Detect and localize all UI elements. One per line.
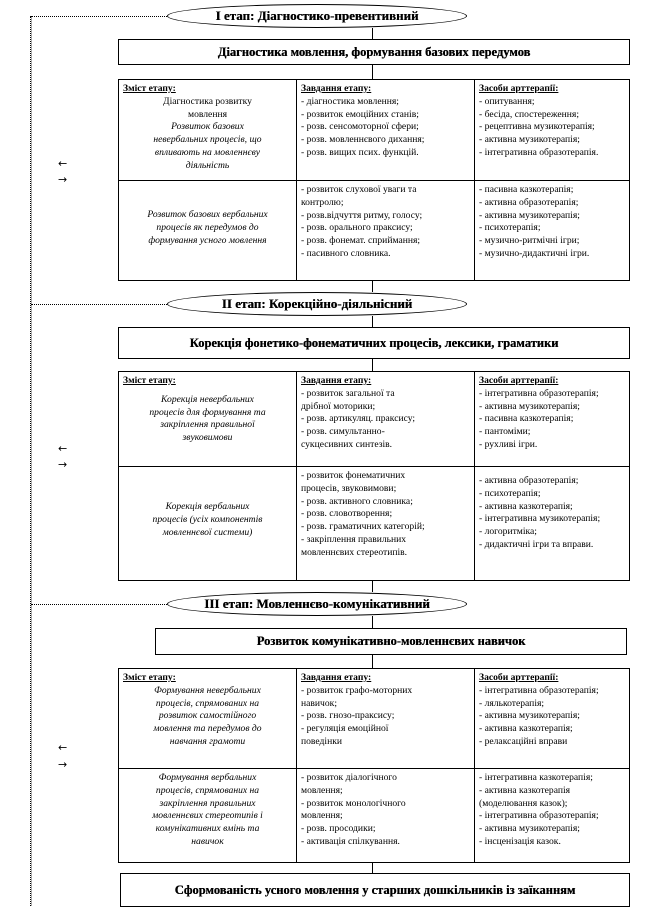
- means-line: - інтегративна казкотерапія;: [479, 772, 593, 783]
- means-line: (моделювання казок);: [479, 797, 568, 809]
- content-line: формування усного мовлення: [148, 234, 267, 246]
- means-line: - логоритміка;: [479, 526, 537, 538]
- means-line: - дидактичні ігри та вправи.: [479, 538, 594, 550]
- content-line: мовлення: [188, 108, 227, 120]
- task-line: - закріплення правильних: [301, 533, 407, 545]
- means-line: - активна образотерапія;: [479, 196, 579, 208]
- task-line: - розв. словотворення;: [301, 508, 393, 520]
- means-line: - інсценізація казок.: [479, 835, 561, 847]
- content-line: впливають на мовленнєву: [154, 146, 261, 158]
- means-line: - рухливі ігри.: [479, 438, 538, 450]
- content-line: Розвиток базових вербальних: [147, 209, 268, 220]
- stage3-table: [118, 668, 630, 863]
- stage2-content-2: [119, 467, 296, 580]
- content-line: процесів (усіх компонентів: [152, 513, 263, 525]
- means-line: - опитування;: [479, 95, 535, 107]
- stage2-table: [118, 371, 630, 581]
- means-line: - релаксаційні вправи: [479, 735, 568, 747]
- stage1-connector: [31, 16, 167, 17]
- task-line: - розвиток слухової уваги та: [301, 184, 417, 195]
- stage1-title: І етап: Діагностико-превентивний: [167, 4, 467, 28]
- arrow-right-icon: →: [58, 758, 68, 771]
- stage2-tasks-2: [297, 467, 474, 580]
- means-line: - музично-дидактичні ігри.: [479, 247, 590, 259]
- means-line: - психотерапія;: [479, 222, 541, 234]
- means-header: Засоби арттерапії:: [479, 83, 559, 94]
- task-line: процесів, звуковимови;: [301, 482, 397, 494]
- tasks-header: Завдання етапу:: [301, 83, 372, 94]
- content-line: Корекція вербальних: [165, 501, 250, 512]
- task-line: - розвиток графо-моторних: [301, 684, 413, 696]
- task-line: - діагностика мовлення;: [301, 95, 399, 107]
- task-line: - регуляція емоційної: [301, 723, 389, 735]
- task-line: дрібної моторики;: [301, 400, 376, 412]
- task-line: - розвиток загальної та: [301, 387, 395, 399]
- stage3-link-line: [372, 655, 373, 668]
- content-line: процесів як передумов до: [156, 221, 259, 233]
- task-line: - розв. активного словника;: [301, 495, 413, 507]
- task-line: - розв. сенсомоторної сфери;: [301, 121, 419, 133]
- means-line: - психотерапія;: [479, 487, 541, 499]
- stage2-connector: [31, 304, 167, 305]
- means-line: - активна казкотерапія;: [479, 723, 573, 735]
- content-header: Зміст етапу:: [123, 83, 176, 94]
- stage1-banner: Діагностика мовлення, формування базових передумов: [118, 39, 630, 65]
- content-line: невербальних процесів, що: [153, 134, 262, 146]
- means-line: - активна музикотерапія;: [479, 710, 580, 722]
- means-line: - пантоміми;: [479, 426, 531, 438]
- task-line: навичок;: [301, 697, 338, 709]
- stage3-means-2: [475, 769, 629, 862]
- left-border-line: [31, 16, 32, 906]
- task-line: - розв. артикуляц. праксису;: [301, 413, 416, 425]
- task-line: контролю;: [301, 196, 344, 208]
- stage2-banner: Корекція фонетико-фонематичних процесів, лексики, граматики: [118, 327, 630, 359]
- task-line: - розвиток фонематичних: [301, 470, 406, 481]
- stage2-tasks-1: [297, 372, 474, 466]
- arrow-left-icon: ←: [58, 157, 68, 170]
- stage2-link-line: [372, 359, 373, 371]
- content-line: закріплення правильних: [159, 797, 256, 809]
- task-line: мовленнєвих стереотипів.: [301, 546, 408, 558]
- content-line: мовленнєвої системи): [162, 526, 253, 538]
- task-line: - розв. гнозо-праксису;: [301, 710, 395, 722]
- task-line: сукцесивних синтезів.: [301, 438, 393, 450]
- content-line: процесів, спрямованих на: [155, 784, 260, 796]
- stage3-tasks-1: [297, 669, 474, 768]
- content-line: Корекція невербальних: [161, 393, 254, 405]
- result-box: Сформованість усного мовлення у старших дошкільників із заїканням: [120, 873, 630, 907]
- stage1-link-line: [372, 28, 373, 39]
- means-line: - активна музикотерапія;: [479, 400, 580, 412]
- content-line: звуковимови: [182, 432, 233, 444]
- task-line: - розв. симультанно-: [301, 426, 385, 438]
- arrow-right-icon: →: [58, 173, 68, 186]
- arrow-left-icon: ←: [58, 442, 68, 455]
- content-line: Формування невербальних: [154, 684, 261, 696]
- stage3-title: ІІІ етап: Мовленнєво-комунікативний: [167, 592, 467, 616]
- stage2-link-line: [372, 316, 373, 327]
- stage1-means-1: [475, 80, 629, 180]
- means-line: - активна музикотерапія;: [479, 209, 580, 221]
- means-line: - бесіда, спостереження;: [479, 108, 580, 120]
- stage1-link-line: [372, 65, 373, 79]
- task-line: поведінки: [301, 735, 343, 747]
- means-line: - рецептивна музикотерапія;: [479, 121, 595, 133]
- stage-link-line: [372, 281, 373, 292]
- means-header: Засоби арттерапії:: [479, 375, 559, 386]
- content-line: Формування вербальних: [158, 772, 257, 783]
- content-line: мовлення та передумов до: [153, 723, 262, 735]
- content-line: розвиток самостійного: [158, 710, 257, 722]
- means-line: - музично-ритмічні ігри;: [479, 235, 580, 247]
- task-line: - розвиток монологічного: [301, 797, 406, 809]
- content-line: Розвиток базових: [171, 121, 244, 133]
- means-line: - активна музикотерапія;: [479, 134, 580, 146]
- means-line: - активна казкотерапія: [479, 784, 571, 796]
- means-line: - інтегративна образотерапія.: [479, 146, 599, 158]
- means-line: - активна образотерапія;: [479, 475, 579, 486]
- task-line: - активація спілкування.: [301, 835, 400, 847]
- tasks-header: Завдання етапу:: [301, 375, 372, 386]
- content-line: мовленнєвих стереотипів і: [152, 810, 263, 822]
- means-line: - інтегративна музикотерапія;: [479, 513, 601, 525]
- stage1-content-2: [119, 181, 296, 280]
- task-line: мовлення;: [301, 784, 343, 796]
- task-line: - розв. вищих псих. функцій.: [301, 146, 419, 158]
- means-line: - пасивна казкотерапія;: [479, 413, 574, 425]
- result-link-line: [372, 863, 373, 873]
- task-line: - розв. фонемат. сприймання;: [301, 235, 421, 247]
- stage1-content-1: [119, 80, 296, 180]
- stage1-tasks-2: [297, 181, 474, 280]
- arrow-left-icon: ←: [58, 741, 68, 754]
- means-header: Засоби арттерапії:: [479, 672, 559, 683]
- task-line: - розв. граматичних категорій;: [301, 521, 425, 533]
- means-line: - інтегративна образотерапія;: [479, 684, 599, 696]
- stage-link-line: [372, 581, 373, 592]
- stage3-content-2: [119, 769, 296, 862]
- stage3-tasks-2: [297, 769, 474, 862]
- means-line: - інтегративна образотерапія;: [479, 810, 599, 822]
- content-line: комунікативних вмінь та: [155, 823, 260, 835]
- content-line: процесів, спрямованих на: [155, 697, 260, 709]
- content-header: Зміст етапу:: [123, 672, 176, 683]
- task-line: - пасивного словника.: [301, 247, 391, 259]
- task-line: - розвиток емоційних станів;: [301, 108, 419, 120]
- stage3-connector: [31, 604, 167, 605]
- task-line: - розв. мовленнєвого дихання;: [301, 134, 425, 146]
- arrow-right-icon: →: [58, 458, 68, 471]
- content-line: процесів для формування та: [149, 406, 266, 418]
- task-line: - розвиток діалогічного: [301, 772, 397, 783]
- content-line: навчання грамоти: [169, 735, 246, 747]
- content-header: Зміст етапу:: [123, 375, 176, 386]
- stage3-link-line: [372, 616, 373, 628]
- content-line: закріплення правильної: [160, 419, 255, 431]
- task-line: - розв. орального праксису;: [301, 222, 413, 234]
- content-line: діяльність: [185, 159, 230, 171]
- stage2-title: ІІ етап: Корекційно-діяльнісний: [167, 292, 467, 316]
- stage1-means-2: [475, 181, 629, 280]
- means-line: - інтегративна образотерапія;: [479, 387, 599, 399]
- content-line: навичок: [191, 835, 224, 847]
- stage2-content-1: [119, 372, 296, 466]
- means-line: - лялькотерапія;: [479, 697, 545, 709]
- content-line: Діагностика розвитку: [163, 95, 252, 107]
- tasks-header: Завдання етапу:: [301, 672, 372, 683]
- task-line: - розв.відчуття ритму, голосу;: [301, 209, 423, 221]
- stage1-table: [118, 79, 630, 281]
- means-line: - активна музикотерапія;: [479, 823, 580, 835]
- stage3-means-1: [475, 669, 629, 768]
- means-line: - пасивна казкотерапія;: [479, 184, 574, 195]
- stage3-content-1: [119, 669, 296, 768]
- stage2-means-2: [475, 467, 629, 580]
- means-line: - активна казкотерапія;: [479, 500, 573, 512]
- task-line: мовлення;: [301, 810, 343, 822]
- stage1-tasks-1: [297, 80, 474, 180]
- stage3-banner: Розвиток комунікативно-мовленнєвих навичок: [155, 628, 627, 655]
- stage2-means-1: [475, 372, 629, 466]
- task-line: - розв. просодики;: [301, 823, 376, 835]
